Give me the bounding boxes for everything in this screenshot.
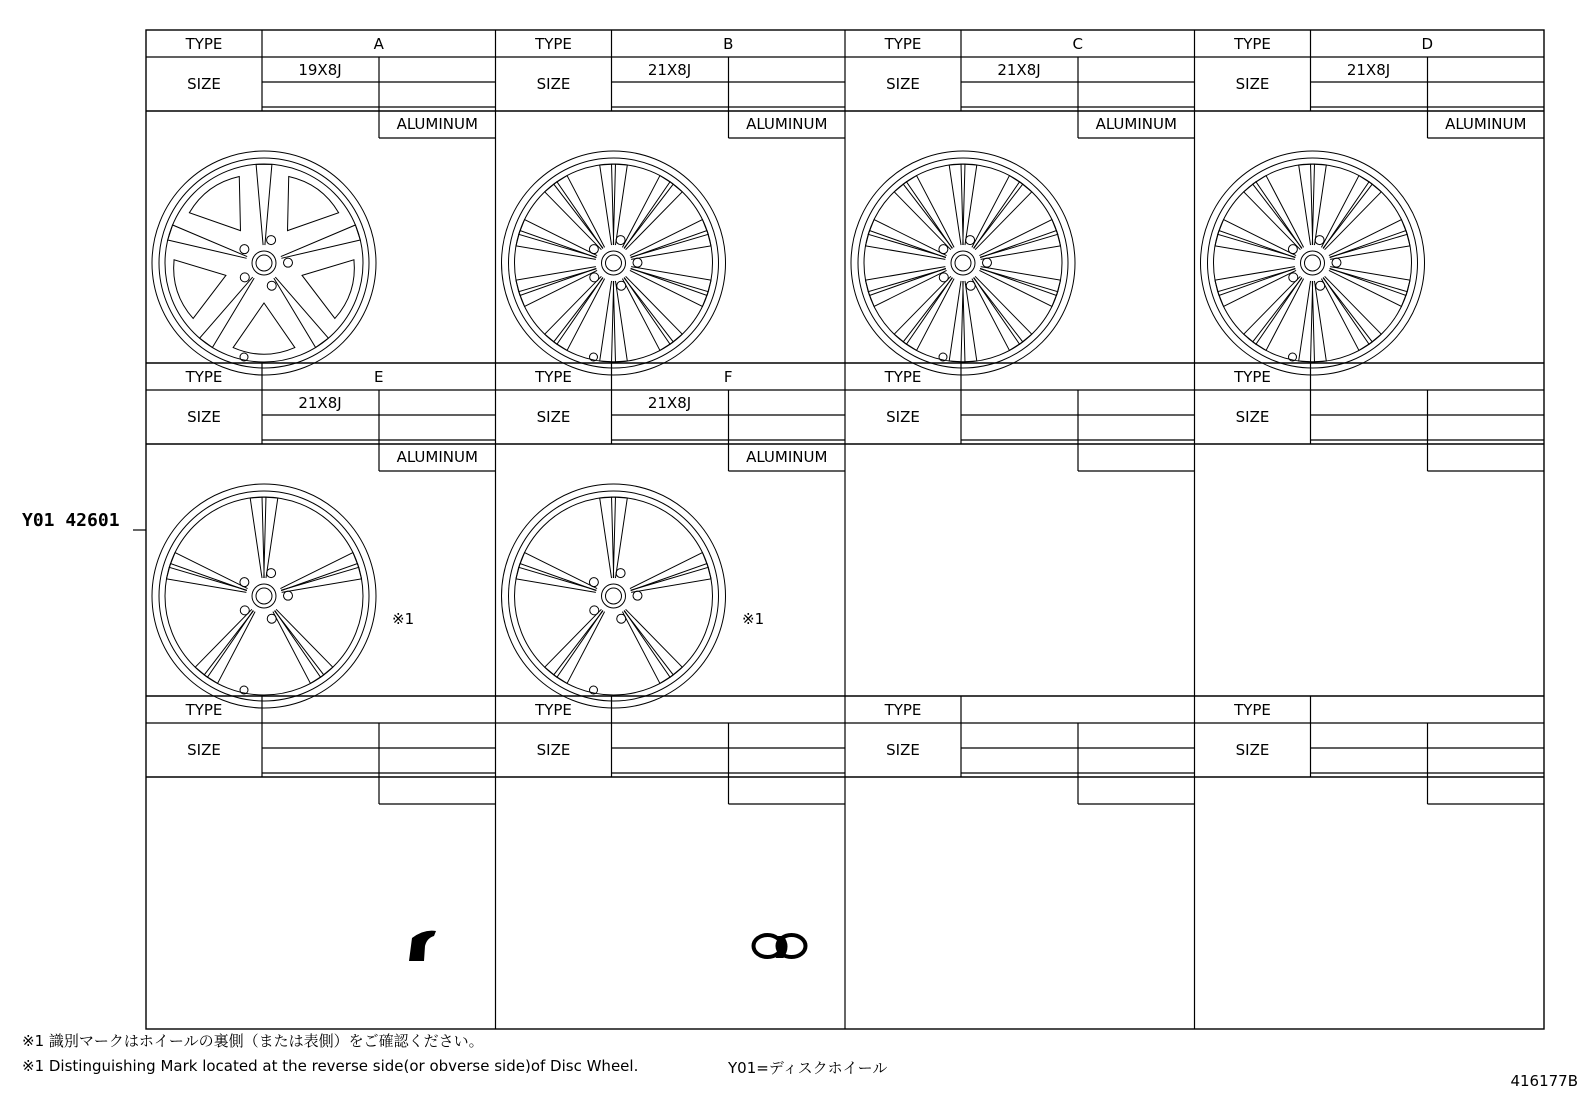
- wheel-cell-blank-8[interactable]: [146, 696, 496, 804]
- size-label: SIZE: [536, 75, 571, 93]
- size-label: SIZE: [1235, 408, 1270, 426]
- wheel-cell-f[interactable]: [496, 363, 846, 958]
- material-value: ALUMINUM: [396, 115, 478, 133]
- type-label: TYPE: [535, 368, 572, 386]
- size-label: SIZE: [886, 75, 920, 93]
- size-label: SIZE: [886, 741, 920, 759]
- material-value: ALUMINUM: [746, 115, 828, 133]
- wheel-cell-a[interactable]: [146, 30, 496, 375]
- type-value: A: [373, 35, 384, 53]
- double-spoke-icon: [152, 484, 376, 708]
- type-label: TYPE: [884, 35, 922, 53]
- type-value: E: [374, 368, 384, 386]
- mark-note: ※1: [392, 610, 415, 628]
- five-spoke-icon: [152, 151, 376, 375]
- size-label: SIZE: [187, 75, 221, 93]
- size-label: SIZE: [187, 408, 221, 426]
- size-value: 21X8J: [647, 394, 692, 412]
- size-value: 21X8J: [298, 394, 342, 412]
- l-shape-mark-icon: [409, 931, 436, 961]
- size-label: SIZE: [1235, 75, 1270, 93]
- size-label: SIZE: [187, 741, 221, 759]
- wheel-cell-blank-7[interactable]: [1195, 363, 1545, 471]
- material-value: ALUMINUM: [396, 448, 478, 466]
- wheel-cell-b[interactable]: [496, 30, 846, 375]
- size-value: 21X8J: [1346, 61, 1391, 79]
- type-label: TYPE: [185, 368, 223, 386]
- type-value: C: [1072, 35, 1083, 53]
- size-value: 19X8J: [298, 61, 342, 79]
- type-label: TYPE: [185, 701, 223, 719]
- type-value: B: [723, 35, 734, 53]
- size-value: 21X8J: [997, 61, 1041, 79]
- type-label: TYPE: [535, 35, 572, 53]
- material-value: ALUMINUM: [1445, 115, 1527, 133]
- type-label: TYPE: [1234, 368, 1271, 386]
- ring-mark-icon: [754, 935, 806, 958]
- type-label: TYPE: [884, 368, 922, 386]
- double-spoke-icon: [502, 484, 726, 708]
- wheel-cell-blank-9[interactable]: [496, 696, 846, 804]
- wheel-cell-c[interactable]: [845, 30, 1195, 375]
- type-value: F: [723, 368, 733, 386]
- size-value: 21X8J: [647, 61, 692, 79]
- wheel-cell-e[interactable]: [146, 363, 496, 961]
- size-label: SIZE: [886, 408, 920, 426]
- multi-spoke-icon: [851, 151, 1075, 375]
- type-label: TYPE: [1234, 35, 1271, 53]
- wheel-cell-blank-10[interactable]: [845, 696, 1195, 804]
- size-label: SIZE: [536, 408, 571, 426]
- material-value: ALUMINUM: [746, 448, 828, 466]
- type-label: TYPE: [185, 35, 223, 53]
- note-japanese: ※1 識別マークはホイールの裏側（または表側）をご確認ください。: [22, 1032, 484, 1050]
- type-value: D: [1421, 35, 1434, 53]
- wheel-cell-blank-6[interactable]: [845, 363, 1195, 471]
- mark-note: ※1: [742, 610, 765, 628]
- wheel-cell-d[interactable]: [1195, 30, 1545, 375]
- ten-spoke-icon: [1201, 151, 1425, 375]
- type-label: TYPE: [884, 701, 922, 719]
- type-label: TYPE: [535, 701, 572, 719]
- multi-spoke-icon: [502, 151, 726, 375]
- diagram-code: 416177B: [1510, 1072, 1578, 1090]
- note-y01: Y01=ディスクホイール: [728, 1059, 888, 1077]
- part-reference[interactable]: Y01 42601: [22, 510, 120, 531]
- note-english: ※1 Distinguishing Mark located at the reverse side(or obverse side)of Disc Wheel.: [22, 1057, 639, 1075]
- wheel-cell-blank-11[interactable]: [1195, 696, 1545, 804]
- material-value: ALUMINUM: [1095, 115, 1177, 133]
- size-label: SIZE: [536, 741, 571, 759]
- type-label: TYPE: [1234, 701, 1271, 719]
- size-label: SIZE: [1235, 741, 1270, 759]
